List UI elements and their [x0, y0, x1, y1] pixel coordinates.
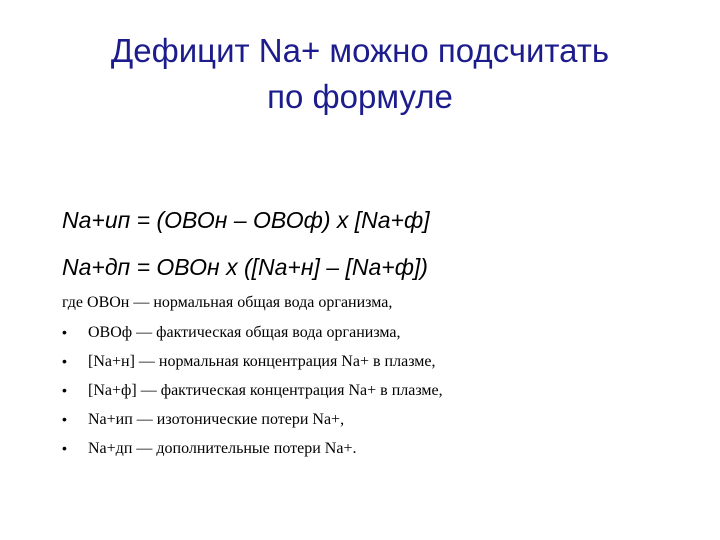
formula-isotonic-loss: Na+ип = (ОВОн – ОВОф) х [Na+ф]: [62, 207, 430, 233]
bullet-icon: •: [62, 411, 67, 427]
list-item: [62, 347, 443, 376]
definition-intro: где ОВОн — нормальная общая вода организма,: [62, 294, 393, 311]
list-item-text: ОВОф — фактическая общая вода организма,: [88, 324, 401, 341]
bullet-icon: •: [62, 382, 67, 398]
title-line-2: по формуле: [267, 78, 453, 115]
list-item: [62, 405, 443, 434]
list-item: [62, 434, 443, 463]
bullet-icon: •: [62, 353, 67, 369]
slide-title: [40, 28, 680, 120]
title-line-1: Дефицит Na+ можно подсчитать: [110, 32, 610, 69]
list-item-text: Na+ип — изотонические потери Na+,: [88, 411, 345, 428]
bullet-icon: •: [62, 324, 67, 340]
list-item-text: [Na+ф] — фактическая концентрация Na+ в плазме,: [88, 382, 443, 399]
list-item-text: Na+дп — дополнительные потери Na+.: [88, 440, 357, 457]
bullet-icon: •: [62, 440, 67, 456]
list-item-text: [Na+н] — нормальная концентрация Na+ в плазме,: [88, 353, 436, 370]
list-item: [62, 318, 443, 347]
list-item: [62, 376, 443, 405]
formula-additional-loss: Na+дп = ОВОн х ([Na+н] – [Na+ф]): [62, 254, 428, 280]
definition-list: [62, 318, 443, 463]
